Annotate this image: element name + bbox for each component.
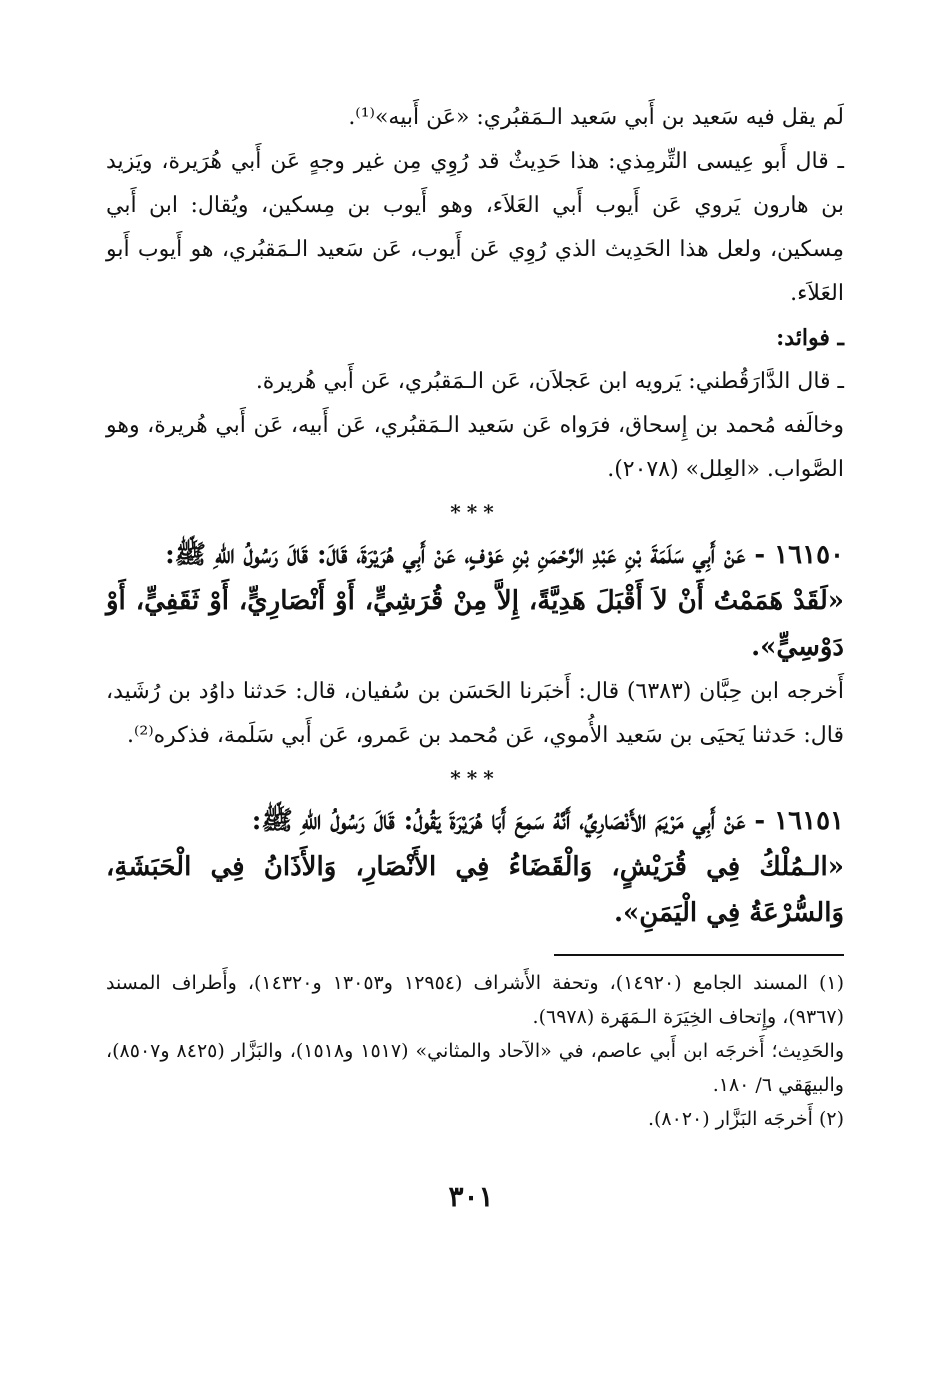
section-separator: ***: [450, 500, 500, 524]
document-page: [106, 96, 844, 1336]
footnote-divider: [554, 954, 844, 956]
page-number: ٣٠١: [448, 1180, 494, 1213]
hadith-16151-text: «الـمُلْكُ فِي قُرَيْشٍ، وَالْقَضَاءُ فِي الأَنْصَارِ، وَالأَذَانُ فِي الْحَبَشَةِ، وَالسُّرْعَةُ فِي الْيَمَنِ».: [106, 852, 844, 928]
hadith-16150-text: «لَقَدْ هَمَمْتُ أَنْ لاَ أَقْبَلَ هَدِيَّةً، إِلاَّ مِنْ قُرَشِيٍّ، أَوْ أَنْصَارِيٍّ، أَوْ ثَقَفِيٍّ، أَوْ دَوْسِيٍّ».: [106, 586, 844, 662]
paragraph-tirmidhi: ـ قال أَبو عِيسى التِّرمِذي: هذا حَدِيثٌ قد رُوِي مِن غير وجهٍ عَن أَبي هُرَيرة، ويَزيد بن هارون يَروي عَن أَيوب أَبي العَلاَء، وهو أَيوب بن مِسكين، ويُقال: ابن أَبي مِسكين، ولعل هذا الحَدِيث الذي رُوِي عَن أَيوب، عَن سَعيد الـمَقبُري، هو أَيوب أَبو العَلاَء.: [106, 149, 844, 306]
fawaid-heading: ـ فوائد:: [776, 325, 844, 351]
hadith-16150-intro: ١٦١٥٠ - عَنْ أَبِي سَلَمَةَ بْنِ عَبْدِ الرَّحْمَنِ بْنِ عَوْفٍ، عَنْ أَبِي هُرَيْرَةَ، قَالَ: قَالَ رَسُولُ اللهِ ﷺ:: [165, 540, 844, 570]
paragraph-khalafahu: وخالَفه مُحمد بن إِسحاق، فرَواه عَن سَعيد الـمَقبُري، عَن أَبيه، عَن أَبي هُريرة، وهو الصَّواب. «العِلل» (٢٠٧٨).: [106, 413, 844, 482]
footnote-1-continued: والحَدِيث؛ أَخرجَه ابن أَبي عاصم، في «الآحاد والمثاني» (١٥١٧ و١٥١٨)، والبَزَّار (٨٤٢٥ و٨٥٠٧)، والبيهَقي ٦/ ١٨٠.: [106, 1040, 844, 1096]
section-separator: ***: [450, 766, 500, 790]
footnote-1: (١) المسند الجامع (١٤٩٢٠)، وتحفة الأَشراف (١٢٩٥٤ و١٣٠٥٣ و١٤٣٢٠)، وأَطراف المسند (٩٣٦٧)، وإِتحاف الخِيَرَة الـمَهَرة (٦٩٧٨).: [106, 972, 844, 1028]
paragraph-daraqutni: ـ قال الدَّارَقُطني: يَرويه ابن عَجلاَن، عَن الـمَقبُري، عَن أَبي هُريرة.: [255, 369, 844, 394]
footnote-2: (٢) أَخرجَه البَزَّار (٨٠٢٠).: [647, 1108, 844, 1130]
paragraph-takhrij-ibn-hibban: أَخرجه ابن حِبَّان (٦٣٨٣) قال: أَخبَرنا الحَسَن بن سُفيان، قال: حَدثنا داوُد بن رُشَيد، قال: حَدثنا يَحيَى بن سَعيد الأُموي، عَن مُحمد بن عَمرو، عَن أَبي سَلَمة، فذكره⁽²⁾.: [106, 679, 845, 748]
paragraph-continuation: لَم يقل فيه سَعيد بن أَبي سَعيد الـمَقبُري: «عَن أَبيه»⁽¹⁾.: [348, 105, 844, 130]
hadith-16151-intro: ١٦١٥١ - عَنْ أَبِي مَرْيَمَ الأَنْصَارِيِّ، أَنَّهُ سَمِعَ أَبَا هُرَيْرَةَ يَقُولُ: قَالَ رَسُولُ اللهِ ﷺ:: [251, 806, 844, 836]
